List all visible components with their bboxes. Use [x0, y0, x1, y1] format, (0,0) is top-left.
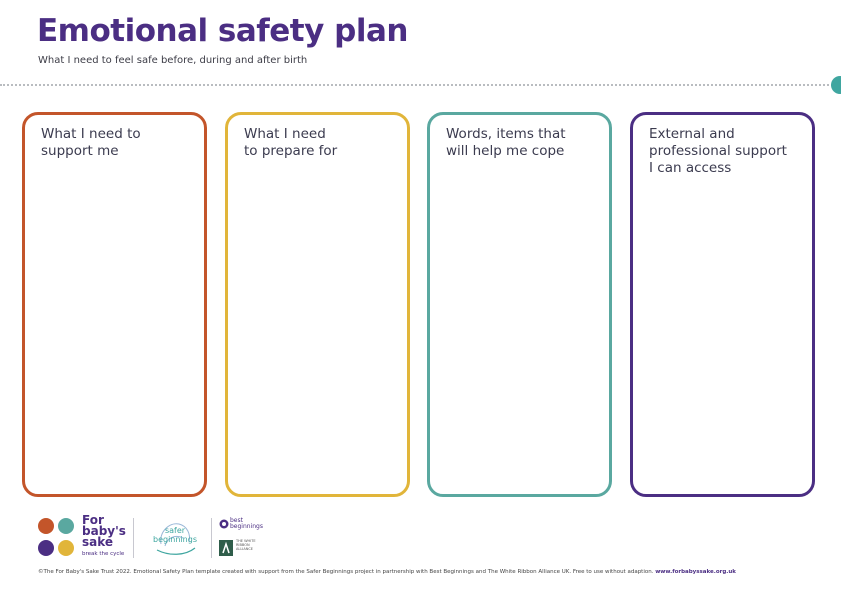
partner-logos — [37, 514, 277, 560]
box-external-support[interactable] — [630, 112, 815, 497]
dotted-divider — [0, 84, 833, 86]
box-prepare-for[interactable] — [225, 112, 410, 497]
page-title: Emotional safety plan — [37, 13, 408, 49]
divider-endcap-dot — [831, 76, 841, 94]
footer-website-link[interactable]: www.forbabyssake.org.uk — [655, 569, 736, 575]
footer-credit — [38, 569, 736, 575]
white-ribbon-alliance-logo-icon — [219, 540, 233, 556]
page-subtitle: What I need to feel safe before, during and after birth — [38, 55, 308, 66]
logo-separator — [133, 518, 134, 558]
logo-separator — [211, 518, 212, 558]
safer-beginnings-wordmark: safer beginnings — [153, 526, 197, 544]
box-label: External and professional support I can access — [649, 126, 787, 176]
best-beginnings-logo-icon — [219, 519, 229, 529]
for-babys-sake-tagline: break the cycle — [82, 551, 125, 557]
box-support-me[interactable] — [22, 112, 207, 497]
box-label: What I need to support me — [41, 126, 141, 159]
footer-text: ©The For Baby's Sake Trust 2022. Emotional Safety Plan template created with support from the Safer Beginnings project in partnership with Best Beginnings and The White Ribbon Alliance UK. Free to use without adaption. — [38, 569, 654, 575]
for-babys-sake-wordmark: For baby's sake — [82, 513, 126, 549]
best-beginnings-wordmark: best beginnings — [230, 517, 263, 530]
for-babys-sake-logo-icon — [37, 517, 77, 559]
white-ribbon-alliance-wordmark: THE WHITE RIBBON ALLIANCE — [236, 539, 256, 551]
box-words-items-cope[interactable] — [427, 112, 612, 497]
box-label: What I need to prepare for — [244, 126, 338, 159]
box-label: Words, items that will help me cope — [446, 126, 566, 159]
